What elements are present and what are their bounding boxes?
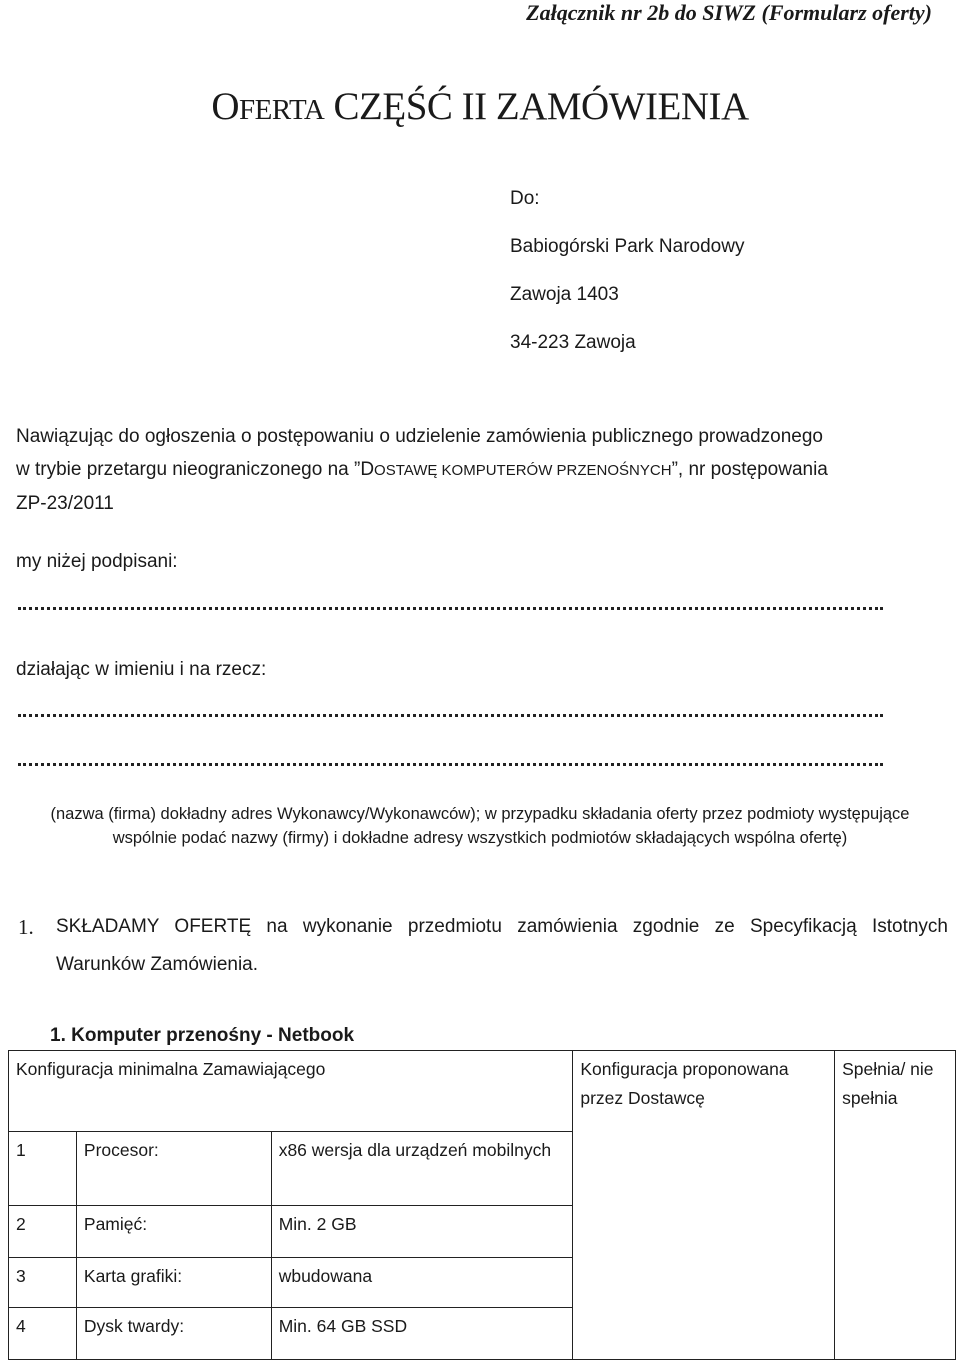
row-component: Pamięć:	[76, 1206, 271, 1258]
header-proposed[interactable]: Konfiguracja proponowana przez Dostawcę	[573, 1051, 835, 1360]
recipient-to: Do:	[510, 188, 540, 209]
row-component: Karta grafiki:	[76, 1258, 271, 1308]
page-title	[0, 84, 960, 129]
intro-line-2-end: ”, nr postępowania	[671, 459, 828, 480]
recipient-city: 34-223 Zawoja	[510, 332, 636, 353]
recipient-street: Zawoja 1403	[510, 284, 619, 305]
offer-statement	[18, 908, 948, 984]
intro-paragraph	[16, 420, 936, 520]
acting-label: działając w imieniu i na rzecz:	[16, 659, 267, 680]
row-requirement: Min. 2 GB	[271, 1206, 573, 1258]
row-number: 2	[9, 1206, 77, 1258]
acting-dotted-line-1[interactable]	[18, 714, 883, 717]
intro-line-2-start: w trybie przetargu nieograniczonego na ”	[16, 459, 361, 480]
intro-line-3: ZP-23/2011	[16, 493, 114, 514]
recipient-name: Babiogórski Park Narodowy	[510, 236, 745, 257]
annex-label: Załącznik nr 2b do SIWZ (Formularz oferty)	[526, 0, 932, 25]
row-component: Procesor:	[76, 1132, 271, 1206]
title-initial: O	[211, 85, 240, 128]
title-rest: CZĘŚĆ II ZAMÓWIENIA	[324, 85, 749, 128]
name-address-note: (nazwa (firma) dokładny adres Wykonawcy/Wykonawców); w przypadku składania oferty przez podmioty występujące wspólnie podać nazwy (firmy) i dokładne adresy wszystkich podmiotów składających wspólna ofertę)	[50, 805, 910, 847]
header-compliance[interactable]: Spełnia/ nie spełnia	[835, 1051, 956, 1360]
spec-table	[8, 1050, 956, 1360]
row-number: 1	[9, 1132, 77, 1206]
intro-subject: OSTAWĘ KOMPUTERÓW PRZENOŚNYCH	[374, 462, 672, 479]
offer-number: 1.	[18, 915, 34, 939]
row-number: 4	[9, 1308, 77, 1360]
signed-dotted-line[interactable]	[18, 607, 883, 610]
signed-label: my niżej podpisani:	[16, 551, 178, 572]
row-component: Dysk twardy:	[76, 1308, 271, 1360]
offer-text: SKŁADAMY OFERTĘ na wykonanie przedmiotu zamówienia zgodnie ze Specyfikacją Istotnych Warunków Zamówienia.	[56, 916, 948, 975]
intro-subject-initial: D	[360, 459, 375, 480]
acting-dotted-line-2[interactable]	[18, 763, 883, 766]
row-number: 3	[9, 1258, 77, 1308]
row-requirement: Min. 64 GB SSD	[271, 1308, 573, 1360]
row-requirement: x86 wersja dla urządzeń mobilnych	[271, 1132, 573, 1206]
row-requirement: wbudowana	[271, 1258, 573, 1308]
title-smallcaps: FERTA	[239, 94, 325, 126]
section-title: 1. Komputer przenośny - Netbook	[50, 1025, 355, 1046]
header-min-config: Konfiguracja minimalna Zamawiającego	[9, 1051, 573, 1132]
intro-line-1: Nawiązując do ogłoszenia o postępowaniu o udzielenie zamówienia publicznego prowadzonego	[16, 426, 823, 447]
intro-line-2	[16, 453, 936, 487]
table-header-row	[9, 1051, 956, 1132]
